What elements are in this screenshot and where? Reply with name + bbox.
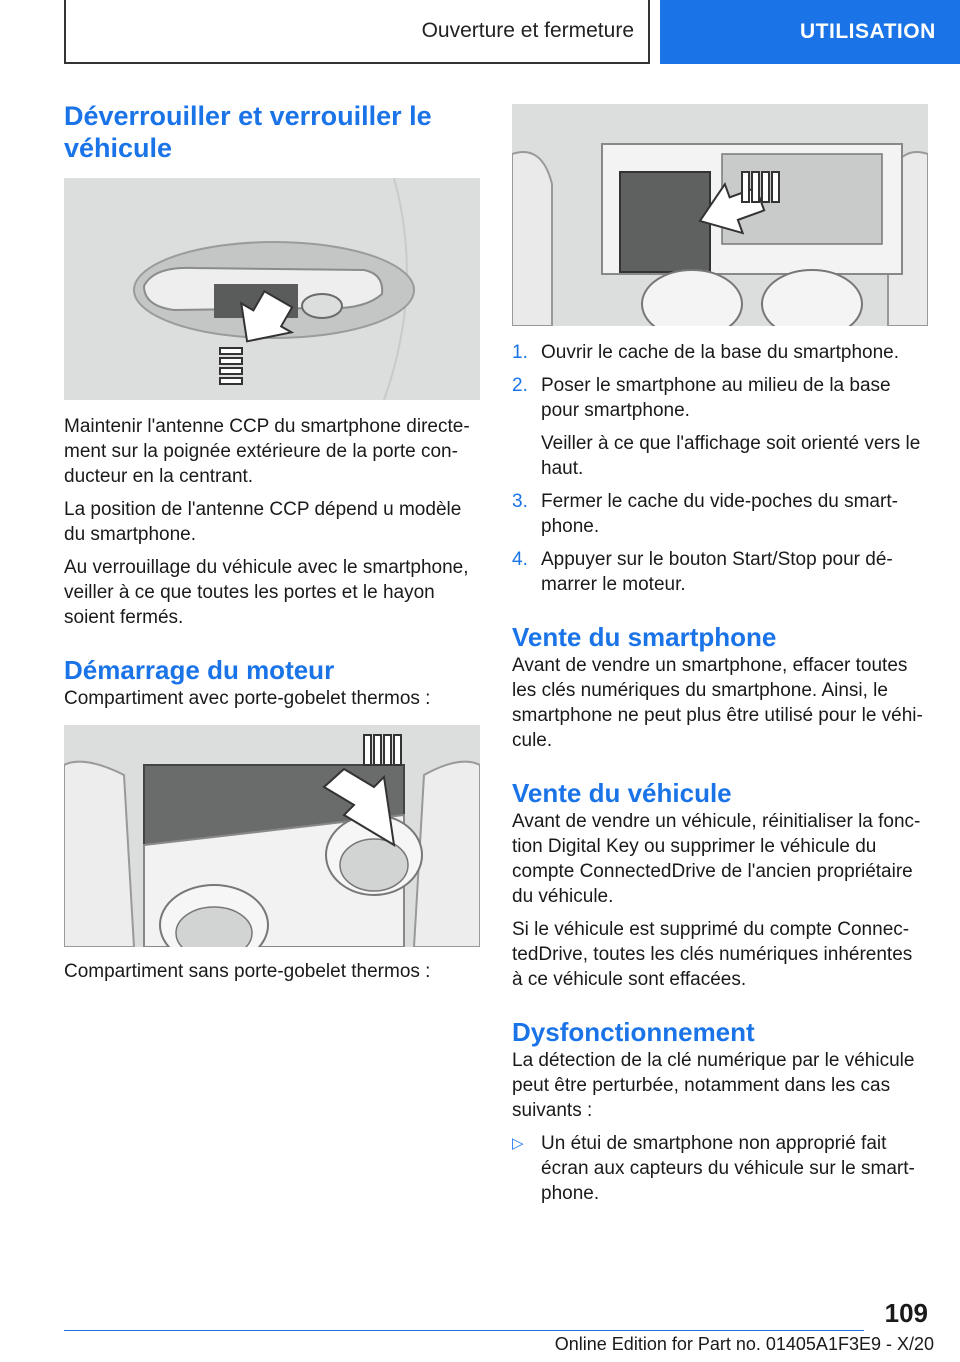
step-item (512, 489, 928, 539)
paragraph-vehicle-sale-reset: Avant de vendre un véhicule, réinitialiser la fonc-tion Digital Key ou supprimer le véhicule du compte ConnectedDrive de l'ancien propriétaire du véhicule. (512, 811, 921, 907)
heading-malfunction: Dysfonctionnement (512, 1017, 755, 1047)
step-text: Fermer le cache du vide-poches du smart-phone. (541, 491, 898, 537)
paragraph-malfunction: La détection de la clé numérique par le véhicule peut être perturbée, notamment dans les cas suivants : (512, 1050, 915, 1121)
compartment-with-cupholder-illustration (64, 725, 480, 947)
paragraph-vehicle-sale-deleted: Si le véhicule est supprimé du compte Connec-tedDrive, toutes les clés numériques inhérentes à ce véhicule sont effacées. (512, 919, 913, 990)
heading-phone-sale: Vente du smartphone (512, 622, 777, 652)
step-text: Poser le smartphone au milieu de la base pour smartphone. (541, 375, 891, 421)
step-number: 4. (512, 549, 528, 570)
step-item (512, 373, 928, 481)
paragraph-locking-doors: Au verrouillage du véhicule avec le smartphone, veiller à ce que toutes les portes et le hayon soient fermés. (64, 557, 469, 628)
header-section-tab (64, 0, 650, 64)
left-column (64, 100, 480, 984)
header-chapter-tab (660, 0, 960, 64)
list-item-text: Un étui de smartphone non approprié fait écran aux capteurs du véhicule sur le smart-phone. (541, 1133, 915, 1204)
steps-list (512, 340, 928, 597)
list-item (512, 1131, 928, 1206)
step-number: 3. (512, 491, 528, 512)
paragraph-hold-antenna: Maintenir l'antenne CCP du smartphone directe-ment sur la poignée extérieure de la porte con-ducteur en la centrant. (64, 416, 470, 487)
heading-engine-start: Démarrage du moteur (64, 655, 335, 685)
title-unlock-lock: Déverrouiller et verrouiller le véhicule (64, 101, 432, 163)
step-text: Ouvrir le cache de la base du smartphone. (541, 342, 900, 363)
malfunction-list (512, 1131, 928, 1206)
paragraph-antenna-position: La position de l'antenne CCP dépend u modèle du smartphone. (64, 499, 462, 545)
step-number: 2. (512, 375, 528, 396)
paragraph-phone-sale: Avant de vendre un smartphone, effacer toutes les clés numériques du smartphone. Ainsi, le smartphone ne peut plus être utilisé pour le véhi-cule. (512, 655, 923, 751)
step-number: 1. (512, 342, 528, 363)
caption-with-cupholder: Compartiment avec porte-gobelet thermos : (64, 688, 431, 709)
page-number: 109 (884, 1298, 928, 1328)
door-handle-illustration (64, 178, 480, 400)
footer-divider (64, 1330, 864, 1331)
compartment-without-cupholder-illustration (512, 104, 928, 326)
footer-edition: Online Edition for Part no. 01405A1F3E9 - X/20 (554, 1334, 934, 1354)
right-column (512, 104, 928, 1206)
heading-vehicle-sale: Vente du véhicule (512, 778, 732, 808)
step-item (512, 547, 928, 597)
triangle-bullet-icon: ▷ (512, 1135, 524, 1152)
step-item (512, 340, 928, 365)
header-chapter-title: UTILISATION (800, 20, 936, 43)
step-note: Veiller à ce que l'affichage soit orienté vers le haut. (541, 433, 921, 479)
header-section-title: Ouverture et fermeture (421, 19, 634, 42)
caption-without-cupholder: Compartiment sans porte-gobelet thermos : (64, 961, 431, 982)
step-text: Appuyer sur le bouton Start/Stop pour dé-marrer le moteur. (541, 549, 893, 595)
